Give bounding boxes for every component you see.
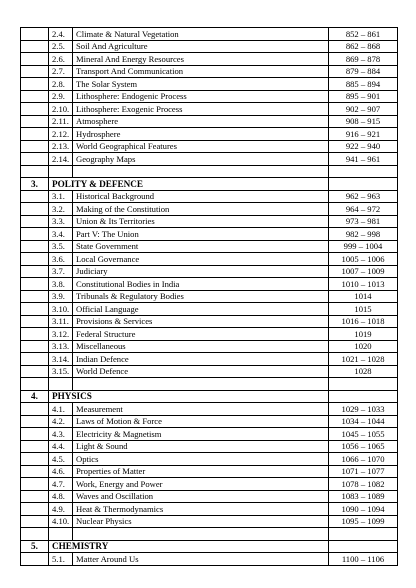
chapter-title: Electricity & Magnetism (73, 428, 329, 441)
chapter-title: Indian Defence (73, 353, 329, 366)
table-row (21, 203, 398, 216)
empty-cell (329, 378, 398, 391)
page-range: 879 – 884 (329, 65, 398, 78)
contents-table-body (21, 28, 398, 566)
empty-cell (49, 528, 73, 541)
chapter-title: Hydrosphere (73, 128, 329, 141)
chapter-number: 3.4. (49, 228, 73, 241)
table-row (21, 403, 398, 416)
chapter-number: 2.4. (49, 28, 73, 41)
chapter-number: 4.8. (49, 490, 73, 503)
chapter-number: 3.8. (49, 278, 73, 291)
table-row (21, 140, 398, 153)
empty-cell (21, 190, 49, 203)
empty-cell (21, 215, 49, 228)
empty-cell (21, 503, 49, 516)
table-row (21, 115, 398, 128)
page-range: 1045 – 1055 (329, 428, 398, 441)
empty-cell (21, 140, 49, 153)
table-row (21, 65, 398, 78)
chapter-number: 3.6. (49, 253, 73, 266)
chapter-title: Making of the Constitution (73, 203, 329, 216)
section-header-row (21, 540, 398, 553)
chapter-title: Historical Background (73, 190, 329, 203)
page-range: 1078 – 1082 (329, 478, 398, 491)
chapter-number: 3.13. (49, 340, 73, 353)
chapter-number: 3.10. (49, 303, 73, 316)
page-range: 964 – 972 (329, 203, 398, 216)
empty-cell (329, 540, 398, 553)
chapter-title: Laws of Motion & Force (73, 415, 329, 428)
table-row (21, 490, 398, 503)
empty-cell (21, 65, 49, 78)
chapter-number: 2.10. (49, 103, 73, 116)
page-range: 1029 – 1033 (329, 403, 398, 416)
page-range: 1090 – 1094 (329, 503, 398, 516)
empty-cell (21, 278, 49, 291)
empty-cell (21, 515, 49, 528)
page-range: 1100 – 1106 (329, 553, 398, 566)
page-range: 1071 – 1077 (329, 465, 398, 478)
empty-cell (21, 453, 49, 466)
separator-row (21, 165, 398, 178)
page-range: 916 – 921 (329, 128, 398, 141)
page-range: 1066 – 1070 (329, 453, 398, 466)
empty-cell (21, 315, 49, 328)
chapter-title: The Solar System (73, 78, 329, 91)
section-title: PHYSICS (49, 390, 329, 403)
chapter-number: 3.9. (49, 290, 73, 303)
table-row (21, 503, 398, 516)
section-title: CHEMISTRY (49, 540, 329, 553)
chapter-title: Tribunals & Regulatory Bodies (73, 290, 329, 303)
chapter-title: Soil And Agriculture (73, 40, 329, 53)
empty-cell (21, 128, 49, 141)
page-range: 1083 – 1089 (329, 490, 398, 503)
page-range: 982 – 998 (329, 228, 398, 241)
chapter-title: Union & Its Territories (73, 215, 329, 228)
table-row (21, 340, 398, 353)
chapter-title: Judiciary (73, 265, 329, 278)
empty-cell (21, 28, 49, 41)
chapter-number: 3.12. (49, 328, 73, 341)
chapter-title: Local Governance (73, 253, 329, 266)
page-range: 1007 – 1009 (329, 265, 398, 278)
table-row (21, 90, 398, 103)
chapter-title: Measurement (73, 403, 329, 416)
empty-cell (21, 465, 49, 478)
empty-cell (329, 178, 398, 191)
page-range: 973 – 981 (329, 215, 398, 228)
chapter-number: 4.5. (49, 453, 73, 466)
section-header-row (21, 390, 398, 403)
chapter-number: 3.7. (49, 265, 73, 278)
separator-row (21, 528, 398, 541)
chapter-title: State Government (73, 240, 329, 253)
empty-cell (21, 478, 49, 491)
empty-cell (73, 528, 329, 541)
page-range: 1010 – 1013 (329, 278, 398, 291)
empty-cell (21, 365, 49, 378)
chapter-title: Atmosphere (73, 115, 329, 128)
chapter-number: 2.11. (49, 115, 73, 128)
table-row (21, 278, 398, 291)
table-row (21, 353, 398, 366)
table-row (21, 40, 398, 53)
empty-cell (329, 165, 398, 178)
table-row (21, 128, 398, 141)
chapter-number: 4.3. (49, 428, 73, 441)
chapter-number: 4.6. (49, 465, 73, 478)
page-range: 1021 – 1028 (329, 353, 398, 366)
section-header-row (21, 178, 398, 191)
page-range: 1028 (329, 365, 398, 378)
table-row (21, 428, 398, 441)
chapter-title: Constitutional Bodies in India (73, 278, 329, 291)
separator-row (21, 378, 398, 391)
empty-cell (21, 290, 49, 303)
page-range: 1015 (329, 303, 398, 316)
empty-cell (21, 553, 49, 566)
empty-cell (21, 253, 49, 266)
chapter-number: 4.1. (49, 403, 73, 416)
table-row (21, 253, 398, 266)
empty-cell (21, 103, 49, 116)
page-range: 862 – 868 (329, 40, 398, 53)
empty-cell (21, 78, 49, 91)
page-range: 852 – 861 (329, 28, 398, 41)
empty-cell (329, 528, 398, 541)
chapter-title: Waves and Oscillation (73, 490, 329, 503)
chapter-title: Climate & Natural Vegetation (73, 28, 329, 41)
chapter-number: 2.7. (49, 65, 73, 78)
chapter-title: Mineral And Energy Resources (73, 53, 329, 66)
empty-cell (21, 490, 49, 503)
chapter-title: Optics (73, 453, 329, 466)
table-row (21, 415, 398, 428)
table-row (21, 78, 398, 91)
chapter-number: 4.2. (49, 415, 73, 428)
page-range: 1014 (329, 290, 398, 303)
page-range: 962 – 963 (329, 190, 398, 203)
chapter-number: 3.3. (49, 215, 73, 228)
chapter-title: Provisions & Services (73, 315, 329, 328)
page-range: 1019 (329, 328, 398, 341)
empty-cell (21, 240, 49, 253)
empty-cell (21, 203, 49, 216)
chapter-number: 4.7. (49, 478, 73, 491)
empty-cell (21, 53, 49, 66)
page-range: 1005 – 1006 (329, 253, 398, 266)
chapter-number: 5.1. (49, 553, 73, 566)
table-row (21, 303, 398, 316)
chapter-title: Heat & Thermodynamics (73, 503, 329, 516)
page-range: 885 – 894 (329, 78, 398, 91)
chapter-number: 2.5. (49, 40, 73, 53)
empty-cell (21, 353, 49, 366)
chapter-title: Miscellaneous (73, 340, 329, 353)
empty-cell (21, 403, 49, 416)
chapter-title: Lithosphere: Exogenic Process (73, 103, 329, 116)
empty-cell (21, 415, 49, 428)
table-row (21, 553, 398, 566)
chapter-number: 4.10. (49, 515, 73, 528)
chapter-number: 2.12. (49, 128, 73, 141)
chapter-title: Geography Maps (73, 153, 329, 166)
chapter-title: Lithosphere: Endogenic Process (73, 90, 329, 103)
section-number: 4. (21, 390, 49, 403)
chapter-number: 2.9. (49, 90, 73, 103)
empty-cell (49, 165, 73, 178)
empty-cell (73, 378, 329, 391)
page-range: 1020 (329, 340, 398, 353)
chapter-title: Light & Sound (73, 440, 329, 453)
page-range: 895 – 901 (329, 90, 398, 103)
empty-cell (21, 265, 49, 278)
section-number: 5. (21, 540, 49, 553)
page-range: 922 – 940 (329, 140, 398, 153)
contents-table (20, 27, 398, 566)
empty-cell (21, 90, 49, 103)
chapter-title: Official Language (73, 303, 329, 316)
page-range: 941 – 961 (329, 153, 398, 166)
chapter-title: Part V: The Union (73, 228, 329, 241)
table-row (21, 290, 398, 303)
chapter-title: Properties of Matter (73, 465, 329, 478)
empty-cell (49, 378, 73, 391)
table-row (21, 228, 398, 241)
chapter-number: 2.14. (49, 153, 73, 166)
chapter-number: 3.15. (49, 365, 73, 378)
chapter-number: 3.5. (49, 240, 73, 253)
table-row (21, 215, 398, 228)
page-range: 1034 – 1044 (329, 415, 398, 428)
chapter-title: World Defence (73, 365, 329, 378)
page-range: 902 – 907 (329, 103, 398, 116)
table-row (21, 328, 398, 341)
table-row (21, 365, 398, 378)
table-row (21, 315, 398, 328)
table-row (21, 240, 398, 253)
page-range: 1056 – 1065 (329, 440, 398, 453)
page-range: 1016 – 1018 (329, 315, 398, 328)
chapter-number: 3.14. (49, 353, 73, 366)
chapter-title: Matter Around Us (73, 553, 329, 566)
table-row (21, 440, 398, 453)
chapter-title: Transport And Communication (73, 65, 329, 78)
empty-cell (21, 40, 49, 53)
chapter-title: Work, Energy and Power (73, 478, 329, 491)
section-number: 3. (21, 178, 49, 191)
chapter-number: 2.13. (49, 140, 73, 153)
chapter-number: 3.1. (49, 190, 73, 203)
page-range: 908 – 915 (329, 115, 398, 128)
table-row (21, 453, 398, 466)
table-row (21, 190, 398, 203)
table-row (21, 478, 398, 491)
chapter-number: 2.8. (49, 78, 73, 91)
empty-cell (21, 528, 49, 541)
empty-cell (73, 165, 329, 178)
page-range: 869 – 878 (329, 53, 398, 66)
chapter-number: 4.4. (49, 440, 73, 453)
empty-cell (21, 165, 49, 178)
table-row (21, 515, 398, 528)
chapter-number: 2.6. (49, 53, 73, 66)
empty-cell (21, 378, 49, 391)
chapter-title: Federal Structure (73, 328, 329, 341)
empty-cell (21, 228, 49, 241)
table-row (21, 103, 398, 116)
empty-cell (329, 390, 398, 403)
empty-cell (21, 153, 49, 166)
table-row (21, 53, 398, 66)
empty-cell (21, 440, 49, 453)
page-range: 999 – 1004 (329, 240, 398, 253)
empty-cell (21, 428, 49, 441)
table-row (21, 265, 398, 278)
chapter-number: 3.2. (49, 203, 73, 216)
empty-cell (21, 340, 49, 353)
section-title: POLITY & DEFENCE (49, 178, 329, 191)
empty-cell (21, 115, 49, 128)
chapter-title: World Geographical Features (73, 140, 329, 153)
empty-cell (21, 328, 49, 341)
page-range: 1095 – 1099 (329, 515, 398, 528)
chapter-title: Nuclear Physics (73, 515, 329, 528)
table-row (21, 28, 398, 41)
table-row (21, 465, 398, 478)
table-row (21, 153, 398, 166)
chapter-number: 3.11. (49, 315, 73, 328)
empty-cell (21, 303, 49, 316)
chapter-number: 4.9. (49, 503, 73, 516)
